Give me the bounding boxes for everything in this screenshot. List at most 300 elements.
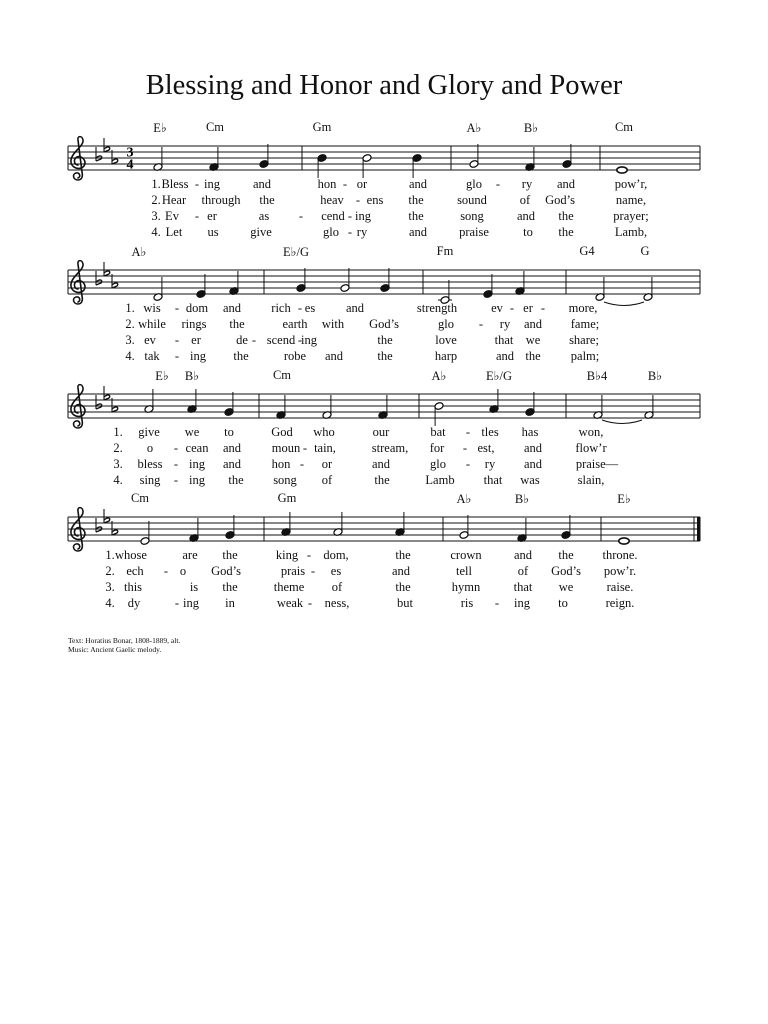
lyric-syllable: or bbox=[321, 457, 333, 471]
lyric-syllable: us bbox=[207, 225, 219, 239]
note bbox=[281, 512, 291, 536]
key-flat-icon bbox=[104, 386, 110, 400]
key-flat-icon bbox=[96, 271, 102, 285]
lyric-syllable: to bbox=[224, 425, 234, 439]
lyric-syllable: more, bbox=[568, 301, 598, 315]
chord-symbol: A♭ bbox=[466, 121, 482, 135]
lyric-syllable: the bbox=[558, 548, 574, 562]
verse-number: 4. bbox=[125, 349, 135, 363]
lyric-syllable: God bbox=[271, 425, 293, 439]
lyric-syllable: strength bbox=[416, 301, 458, 315]
syllable-hyphen: - bbox=[173, 473, 179, 487]
lyric-syllable: slain, bbox=[577, 473, 605, 487]
lyric-syllable: are bbox=[182, 548, 198, 562]
music-system bbox=[0, 244, 768, 374]
lyrics-verse-line bbox=[0, 301, 768, 317]
note bbox=[515, 271, 525, 295]
lyric-syllable: the bbox=[395, 580, 411, 594]
lyric-syllable: ing bbox=[514, 596, 530, 610]
lyric-syllable: glo bbox=[430, 457, 446, 471]
verse-number: 4. bbox=[151, 225, 161, 239]
lyric-syllable: ing bbox=[189, 457, 205, 471]
syllable-hyphen: - bbox=[347, 209, 353, 223]
lyric-syllable: in bbox=[225, 596, 235, 610]
lyric-syllable: tain, bbox=[314, 441, 336, 455]
lyric-syllable: and bbox=[222, 457, 242, 471]
lyric-syllable: of bbox=[519, 193, 531, 207]
lyric-syllable: that bbox=[513, 580, 533, 594]
note bbox=[525, 147, 535, 171]
lyric-syllable: heav bbox=[320, 193, 344, 207]
note bbox=[317, 154, 327, 178]
note bbox=[225, 515, 235, 539]
note bbox=[434, 402, 444, 426]
lyric-syllable: Lamb bbox=[425, 473, 455, 487]
syllable-hyphen: - bbox=[251, 333, 257, 347]
lyric-syllable: our bbox=[372, 425, 390, 439]
note bbox=[153, 147, 163, 171]
lyric-syllable: king bbox=[275, 548, 299, 562]
lyric-syllable: God’s bbox=[551, 564, 581, 578]
note bbox=[643, 277, 653, 301]
syllable-hyphen: - bbox=[355, 193, 361, 207]
lyric-syllable: and bbox=[523, 441, 543, 455]
lyric-syllable: dom bbox=[185, 301, 209, 315]
key-flat-icon bbox=[96, 518, 102, 532]
note bbox=[296, 268, 306, 292]
lyric-syllable: praise— bbox=[575, 457, 619, 471]
lyric-syllable: ev bbox=[491, 301, 503, 315]
lyric-syllable: bat bbox=[430, 425, 446, 439]
lyric-syllable: Lamb, bbox=[614, 225, 648, 239]
key-flat-icon bbox=[96, 395, 102, 409]
syllable-hyphen: - bbox=[307, 596, 313, 610]
lyrics-verse-line bbox=[0, 580, 768, 596]
lyric-syllable: and bbox=[371, 457, 391, 471]
lyric-syllable: and bbox=[222, 441, 242, 455]
lyric-syllable: to bbox=[558, 596, 568, 610]
lyric-syllable: ris bbox=[460, 596, 474, 610]
lyric-syllable: the bbox=[525, 349, 541, 363]
syllable-hyphen: - bbox=[174, 333, 180, 347]
note bbox=[322, 395, 332, 419]
note bbox=[469, 144, 479, 168]
lyric-syllable: we bbox=[184, 425, 200, 439]
chord-symbol: G4 bbox=[579, 244, 595, 258]
note bbox=[144, 389, 154, 413]
lyric-syllable: ing bbox=[190, 349, 206, 363]
lyric-syllable: tles bbox=[481, 425, 499, 439]
syllable-hyphen: - bbox=[465, 457, 471, 471]
lyric-syllable: rich bbox=[271, 301, 291, 315]
syllable-hyphen: - bbox=[306, 548, 312, 562]
lyric-syllable: ry bbox=[521, 177, 533, 191]
note bbox=[209, 147, 219, 171]
lyric-syllable: dom, bbox=[323, 548, 349, 562]
lyric-syllable: of bbox=[331, 580, 343, 594]
lyric-syllable: give bbox=[250, 225, 272, 239]
lyric-syllable: and bbox=[495, 349, 515, 363]
lyric-syllable: God’s bbox=[545, 193, 575, 207]
chord-symbol: E♭/G bbox=[282, 245, 310, 259]
lyric-syllable: harp bbox=[434, 349, 458, 363]
lyric-syllable: share; bbox=[569, 333, 599, 347]
syllable-hyphen: - bbox=[174, 596, 180, 610]
note bbox=[362, 154, 372, 178]
key-flat-icon bbox=[104, 138, 110, 152]
lyric-syllable: ry bbox=[499, 317, 511, 331]
lyric-syllable: has bbox=[521, 425, 539, 439]
note bbox=[483, 274, 493, 298]
lyric-syllable: hon bbox=[317, 177, 337, 191]
syllable-hyphen: - bbox=[298, 209, 304, 223]
lyric-syllable: raise. bbox=[606, 580, 634, 594]
note bbox=[644, 395, 654, 419]
syllable-hyphen: - bbox=[174, 301, 180, 315]
note bbox=[378, 395, 388, 419]
lyric-syllable: the bbox=[395, 548, 411, 562]
lyric-syllable: ry bbox=[484, 457, 496, 471]
lyric-syllable: cend bbox=[321, 209, 345, 223]
syllable-hyphen: - bbox=[540, 301, 546, 315]
note bbox=[380, 268, 390, 292]
text-credit: Text: Horatius Bonar, 1808-1889, alt. bbox=[68, 636, 181, 645]
chord-symbol: Gm bbox=[312, 120, 332, 134]
syllable-hyphen: - bbox=[302, 441, 308, 455]
lyric-syllable: ing bbox=[204, 177, 220, 191]
lyric-syllable: er bbox=[191, 333, 201, 347]
final-barline-thick bbox=[697, 517, 701, 541]
lyric-syllable: the bbox=[259, 193, 275, 207]
chord-symbol: B♭ bbox=[514, 492, 530, 506]
lyric-syllable: the bbox=[228, 473, 244, 487]
verse-number: 1. bbox=[125, 301, 135, 315]
lyric-syllable: bless bbox=[137, 457, 163, 471]
lyric-syllable: as bbox=[258, 209, 270, 223]
lyric-syllable: dy bbox=[127, 596, 141, 610]
lyrics-verse-line bbox=[0, 457, 768, 473]
chord-symbol: B♭ bbox=[647, 369, 663, 383]
lyric-syllable: and bbox=[222, 301, 242, 315]
chord-symbol: E♭ bbox=[153, 121, 167, 135]
lyric-syllable: stream, bbox=[371, 441, 409, 455]
lyric-syllable: ing bbox=[301, 333, 317, 347]
syllable-hyphen: - bbox=[174, 349, 180, 363]
key-flat-icon bbox=[104, 262, 110, 276]
note bbox=[459, 515, 469, 539]
chord-symbol: Cm bbox=[205, 120, 225, 134]
lyric-syllable: the bbox=[408, 193, 424, 207]
lyrics-verse-line bbox=[0, 548, 768, 564]
verse-number: 1. bbox=[113, 425, 123, 439]
verse-number: 3. bbox=[151, 209, 161, 223]
lyric-syllable: praise bbox=[459, 225, 489, 239]
hymn-title: Blessing and Honor and Glory and Power bbox=[145, 70, 623, 101]
syllable-hyphen: - bbox=[173, 457, 179, 471]
lyric-syllable: Bless bbox=[161, 177, 189, 191]
lyric-syllable: was bbox=[520, 473, 540, 487]
syllable-hyphen: - bbox=[478, 317, 484, 331]
chord-symbol: B♭4 bbox=[586, 369, 608, 383]
lyric-syllable: to bbox=[523, 225, 533, 239]
chord-symbol: Cm bbox=[272, 368, 292, 382]
lyrics-verse-line bbox=[0, 177, 768, 193]
staff bbox=[0, 491, 768, 551]
key-flat-icon bbox=[104, 509, 110, 523]
lyrics-verse-line bbox=[0, 596, 768, 612]
lyrics-verse-line bbox=[0, 473, 768, 489]
lyric-syllable: ing bbox=[189, 473, 205, 487]
lyric-syllable: wis bbox=[143, 301, 161, 315]
lyric-syllable: of bbox=[517, 564, 529, 578]
lyric-syllable: through bbox=[201, 193, 241, 207]
lyric-syllable: ness, bbox=[324, 596, 350, 610]
syllable-hyphen: - bbox=[494, 596, 500, 610]
lyrics-verse-line bbox=[0, 564, 768, 580]
lyric-syllable: sound bbox=[457, 193, 487, 207]
note bbox=[561, 515, 571, 539]
lyric-syllable: the bbox=[408, 209, 424, 223]
syllable-hyphen: - bbox=[297, 333, 303, 347]
note bbox=[189, 518, 199, 542]
lyric-syllable: song bbox=[273, 473, 297, 487]
lyric-syllable: love bbox=[435, 333, 457, 347]
lyrics-verse-line bbox=[0, 425, 768, 441]
lyric-syllable: the bbox=[229, 317, 245, 331]
lyric-syllable: the bbox=[222, 548, 238, 562]
lyric-syllable: God’s bbox=[211, 564, 241, 578]
staff bbox=[0, 120, 768, 180]
lyric-syllable: de bbox=[236, 333, 248, 347]
note bbox=[229, 271, 239, 295]
lyric-syllable: is bbox=[189, 580, 199, 594]
lyric-syllable: won, bbox=[578, 425, 604, 439]
lyric-syllable: prayer; bbox=[613, 209, 649, 223]
note bbox=[224, 392, 234, 416]
verse-number: 2. bbox=[125, 317, 135, 331]
lyric-syllable: with bbox=[321, 317, 345, 331]
chord-symbol: B♭ bbox=[184, 369, 200, 383]
lyric-syllable: theme bbox=[273, 580, 305, 594]
note bbox=[140, 521, 150, 545]
lyric-syllable: and bbox=[252, 177, 272, 191]
lyric-syllable: whose bbox=[115, 548, 147, 562]
lyric-syllable: while bbox=[138, 317, 166, 331]
lyric-syllable: we bbox=[525, 333, 541, 347]
note bbox=[333, 512, 343, 536]
lyric-syllable: throne. bbox=[602, 548, 638, 562]
lyric-syllable: prais bbox=[280, 564, 306, 578]
lyric-syllable: Let bbox=[165, 225, 183, 239]
chord-symbol: E♭ bbox=[617, 492, 631, 506]
lyric-syllable: tak bbox=[144, 349, 160, 363]
chord-symbol: A♭ bbox=[131, 245, 147, 259]
lyric-syllable: ev bbox=[144, 333, 156, 347]
chord-symbol: E♭ bbox=[155, 369, 169, 383]
lyric-syllable: and bbox=[556, 177, 576, 191]
verse-number: 4. bbox=[105, 596, 115, 610]
lyric-syllable: and bbox=[408, 225, 428, 239]
chord-symbol: Cm bbox=[130, 491, 150, 505]
lyrics-verse-line bbox=[0, 333, 768, 349]
lyric-syllable: name, bbox=[615, 193, 647, 207]
lyric-syllable: but bbox=[397, 596, 413, 610]
staff bbox=[0, 368, 768, 428]
lyric-syllable: the bbox=[377, 333, 393, 347]
lyric-syllable: pow’r. bbox=[603, 564, 637, 578]
lyric-syllable: er bbox=[207, 209, 217, 223]
lyric-syllable: cean bbox=[185, 441, 209, 455]
syllable-hyphen: - bbox=[173, 441, 179, 455]
note bbox=[619, 538, 629, 544]
lyric-syllable: sing bbox=[139, 473, 161, 487]
lyric-syllable: o bbox=[146, 441, 154, 455]
lyrics-verse-line bbox=[0, 441, 768, 457]
lyric-syllable: ens bbox=[366, 193, 384, 207]
lyric-syllable: and bbox=[391, 564, 411, 578]
note bbox=[562, 144, 572, 168]
lyric-syllable: ech bbox=[126, 564, 144, 578]
lyric-syllable: the bbox=[222, 580, 238, 594]
lyric-syllable: give bbox=[138, 425, 160, 439]
note bbox=[517, 518, 527, 542]
lyric-syllable: est, bbox=[477, 441, 495, 455]
syllable-hyphen: - bbox=[462, 441, 468, 455]
lyric-syllable: that bbox=[494, 333, 514, 347]
note bbox=[525, 392, 535, 416]
lyric-syllable: hon bbox=[271, 457, 291, 471]
lyric-syllable: or bbox=[356, 177, 368, 191]
syllable-hyphen: - bbox=[194, 209, 200, 223]
note bbox=[153, 277, 163, 301]
chord-symbol: Cm bbox=[614, 120, 634, 134]
lyric-syllable: of bbox=[321, 473, 333, 487]
lyric-syllable: pow’r, bbox=[614, 177, 648, 191]
chord-symbol: B♭ bbox=[523, 121, 539, 135]
syllable-hyphen: - bbox=[465, 425, 471, 439]
chord-symbol: G bbox=[640, 244, 650, 258]
syllable-hyphen: - bbox=[509, 301, 515, 315]
lyric-syllable: and bbox=[516, 209, 536, 223]
credits bbox=[68, 636, 180, 654]
verse-number: 3. bbox=[105, 580, 115, 594]
lyric-syllable: robe bbox=[283, 349, 307, 363]
lyric-syllable: es bbox=[304, 301, 316, 315]
lyric-syllable: o bbox=[179, 564, 187, 578]
syllable-hyphen: - bbox=[495, 177, 501, 191]
music-system bbox=[0, 120, 768, 250]
lyric-syllable: er bbox=[523, 301, 533, 315]
verse-number: 2. bbox=[151, 193, 161, 207]
music-system bbox=[0, 491, 768, 621]
lyric-syllable: the bbox=[377, 349, 393, 363]
verse-number: 3. bbox=[113, 457, 123, 471]
syllable-hyphen: - bbox=[310, 564, 316, 578]
lyric-syllable: glo bbox=[466, 177, 482, 191]
music-system bbox=[0, 368, 768, 498]
verse-number: 3. bbox=[125, 333, 135, 347]
lyric-syllable: weak bbox=[276, 596, 304, 610]
lyric-syllable: scend bbox=[266, 333, 296, 347]
syllable-hyphen: - bbox=[297, 301, 303, 315]
note bbox=[259, 144, 269, 168]
syllable-hyphen: - bbox=[194, 177, 200, 191]
lyric-syllable: moun bbox=[271, 441, 301, 455]
time-signature-top: 3 bbox=[126, 145, 134, 161]
syllable-hyphen: - bbox=[342, 177, 348, 191]
note bbox=[196, 274, 206, 298]
verse-number: 1. bbox=[151, 177, 161, 191]
lyric-syllable: the bbox=[558, 225, 574, 239]
lyric-syllable: Hear bbox=[161, 193, 187, 207]
chord-symbol: A♭ bbox=[431, 369, 447, 383]
lyric-syllable: reign. bbox=[605, 596, 635, 610]
syllable-hyphen: - bbox=[299, 457, 305, 471]
lyric-syllable: and bbox=[324, 349, 344, 363]
verse-number: 1. bbox=[105, 548, 115, 562]
syllable-hyphen: - bbox=[163, 564, 169, 578]
chord-symbol: E♭/G bbox=[485, 369, 513, 383]
chord-symbol: A♭ bbox=[456, 492, 472, 506]
lyric-syllable: song bbox=[460, 209, 484, 223]
lyric-syllable: God’s bbox=[369, 317, 399, 331]
lyric-syllable: that bbox=[483, 473, 503, 487]
syllable-hyphen: - bbox=[347, 225, 353, 239]
time-signature-bottom: 4 bbox=[126, 157, 134, 173]
lyric-syllable: who bbox=[313, 425, 335, 439]
verse-number: 2. bbox=[113, 441, 123, 455]
lyric-syllable: and bbox=[523, 317, 543, 331]
lyric-syllable: for bbox=[429, 441, 445, 455]
lyrics-verse-line bbox=[0, 317, 768, 333]
lyric-syllable: and bbox=[345, 301, 365, 315]
lyric-syllable: we bbox=[558, 580, 574, 594]
note bbox=[340, 268, 350, 292]
note bbox=[617, 167, 627, 173]
lyric-syllable: tell bbox=[456, 564, 472, 578]
lyric-syllable: ing bbox=[355, 209, 371, 223]
lyric-syllable: and bbox=[513, 548, 533, 562]
lyric-syllable: hymn bbox=[451, 580, 481, 594]
lyric-syllable: es bbox=[330, 564, 342, 578]
lyric-syllable: flow’r bbox=[575, 441, 607, 455]
chord-symbol: Gm bbox=[277, 491, 297, 505]
lyric-syllable: glo bbox=[438, 317, 454, 331]
verse-number: 2. bbox=[105, 564, 115, 578]
lyric-syllable: and bbox=[523, 457, 543, 471]
lyric-syllable: glo bbox=[323, 225, 339, 239]
staff bbox=[0, 244, 768, 304]
lyric-syllable: the bbox=[374, 473, 390, 487]
lyrics-verse-line bbox=[0, 225, 768, 241]
lyric-syllable: rings bbox=[181, 317, 207, 331]
lyric-syllable: earth bbox=[282, 317, 308, 331]
lyric-syllable: the bbox=[233, 349, 249, 363]
lyrics-verse-line bbox=[0, 193, 768, 209]
chord-symbol: Fm bbox=[436, 244, 454, 258]
note bbox=[593, 395, 642, 424]
lyric-syllable: fame; bbox=[570, 317, 600, 331]
lyric-syllable: crown bbox=[450, 548, 482, 562]
lyric-syllable: this bbox=[123, 580, 143, 594]
lyric-syllable: the bbox=[558, 209, 574, 223]
key-flat-icon bbox=[96, 147, 102, 161]
lyric-syllable: and bbox=[408, 177, 428, 191]
lyric-syllable: palm; bbox=[570, 349, 600, 363]
lyric-syllable: ry bbox=[356, 225, 368, 239]
lyrics-verse-line bbox=[0, 209, 768, 225]
lyric-syllable: Ev bbox=[165, 209, 179, 223]
